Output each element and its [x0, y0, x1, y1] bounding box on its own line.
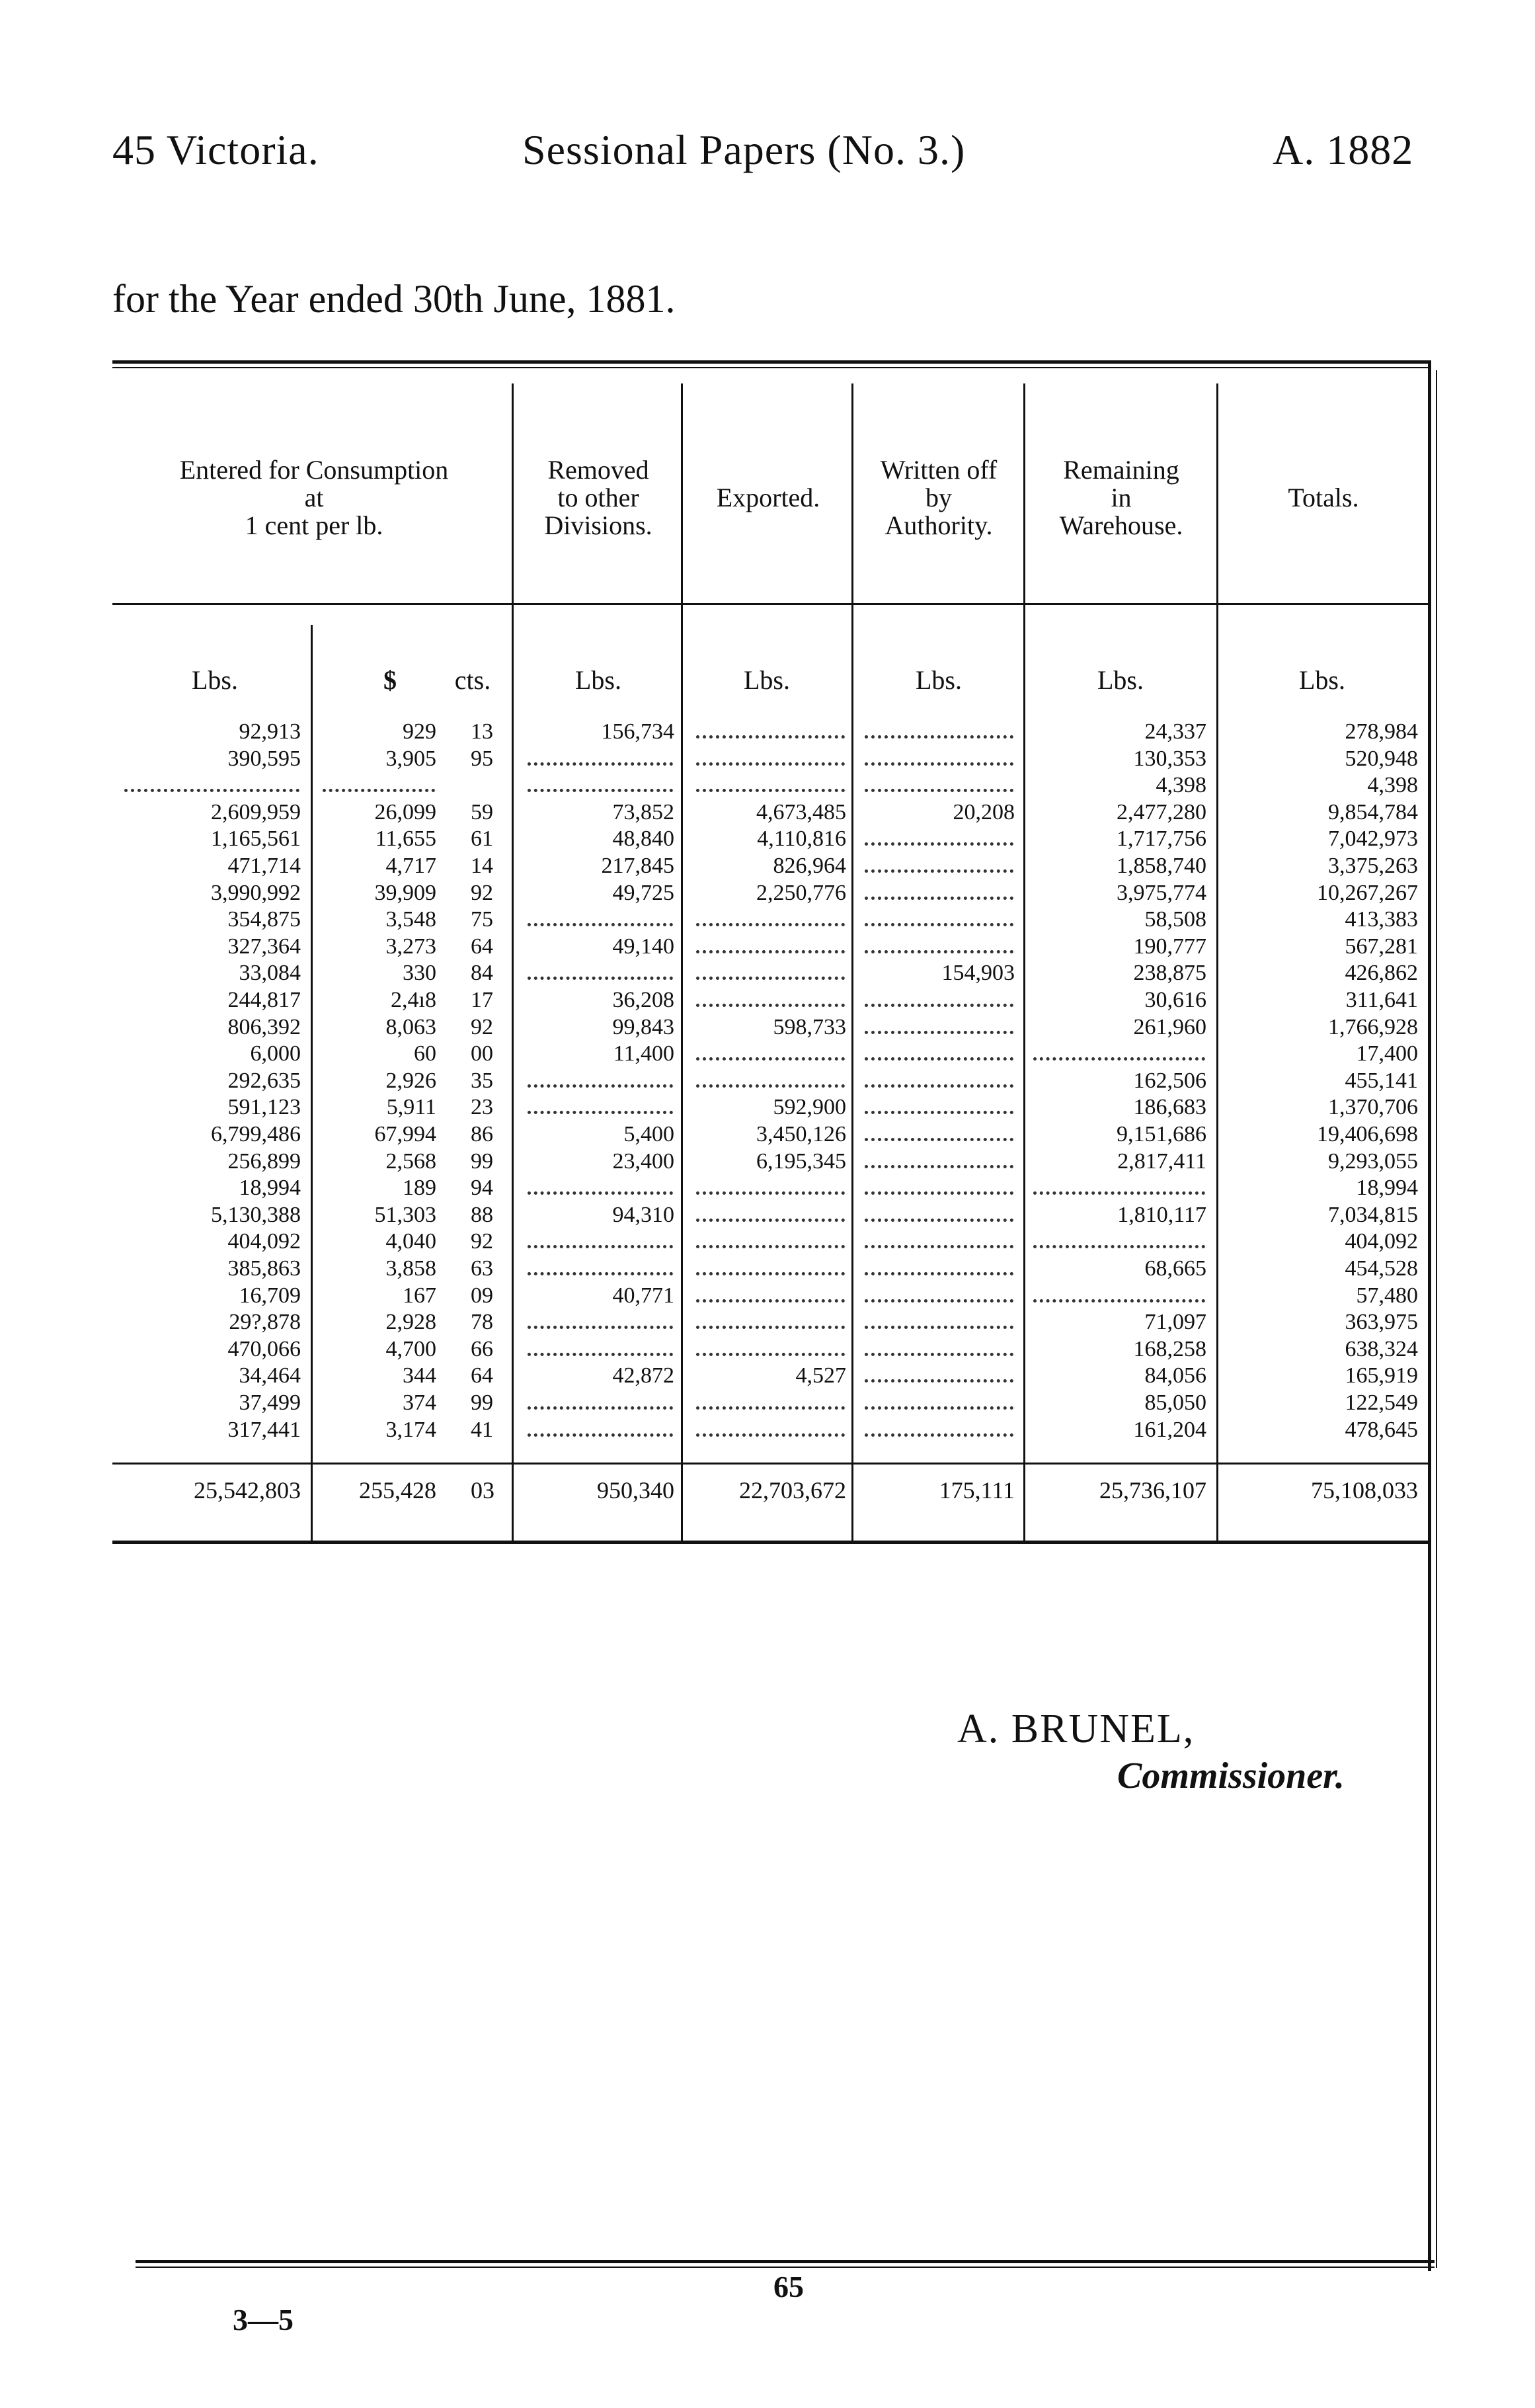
- subcol-divider: [311, 625, 313, 1541]
- cell-total: 17,400: [1356, 1041, 1418, 1066]
- cell-remaining: 30,616: [1144, 988, 1206, 1012]
- cell-dol: 8,063: [385, 1015, 436, 1039]
- cell-total: 7,034,815: [1328, 1203, 1418, 1227]
- cell-total: 413,383: [1345, 907, 1418, 932]
- leader-dots: [528, 1175, 673, 1201]
- cell-dol: 167: [403, 1283, 436, 1308]
- leader-dots: [696, 719, 845, 745]
- cell-cts: 09: [471, 1283, 493, 1308]
- leader-dots: [696, 746, 845, 772]
- cell-lbs: 256,899: [227, 1149, 301, 1174]
- leader-dots: [865, 1041, 1013, 1067]
- cell-remaining: 162,506: [1133, 1068, 1206, 1093]
- cell-total: 278,984: [1345, 719, 1418, 744]
- cell-lbs: 354,875: [227, 907, 301, 932]
- cell-cts: 14: [471, 854, 493, 878]
- cell-total: 567,281: [1345, 934, 1418, 959]
- page-subtitle: for the Year ended 30th June, 1881.: [112, 277, 676, 321]
- leader-dots: [696, 1068, 845, 1094]
- leader-dots: [528, 1068, 673, 1094]
- leader-dots: [528, 1309, 673, 1336]
- leader-dots: [865, 1202, 1013, 1228]
- leader-dots: [696, 934, 845, 960]
- cell-dol: 3,548: [385, 907, 436, 932]
- cell-dol: 67,994: [374, 1122, 436, 1146]
- unit-dollars: $: [383, 665, 397, 695]
- unit-lbs: Lbs.: [192, 665, 238, 695]
- leader-dots: [528, 906, 673, 933]
- leader-dots: [528, 1336, 673, 1363]
- cell-remaining: 1,858,740: [1117, 854, 1206, 878]
- total-written: 175,111: [939, 1477, 1015, 1504]
- total-remaining: 25,736,107: [1099, 1477, 1206, 1504]
- cell-dol: 5,911: [386, 1095, 436, 1119]
- cell-dol: 4,700: [385, 1337, 436, 1361]
- leader-dots: [323, 772, 435, 799]
- leader-dots: [865, 1417, 1013, 1443]
- col-divider: [512, 383, 514, 1541]
- cell-cts: 84: [471, 961, 493, 985]
- signature-name: A. BRUNEL,: [957, 1706, 1195, 1751]
- cell-total: 165,919: [1345, 1363, 1418, 1388]
- cell-total: 455,141: [1345, 1068, 1418, 1093]
- cell-dol: 2,568: [385, 1149, 436, 1174]
- table-top-rule-thin: [112, 367, 1428, 368]
- cell-removed: 40,771: [612, 1283, 674, 1308]
- footer-rule: [136, 2260, 1435, 2263]
- leader-dots: [865, 1336, 1013, 1363]
- leader-dots: [696, 1228, 845, 1255]
- total-lbs: 25,542,803: [194, 1477, 301, 1504]
- cell-cts: 41: [471, 1418, 493, 1442]
- cell-lbs: 5,130,388: [211, 1203, 301, 1227]
- cell-remaining: 161,204: [1133, 1418, 1206, 1442]
- cell-cts: 00: [471, 1041, 493, 1066]
- leader-dots: [865, 906, 1013, 933]
- leader-dots: [696, 1336, 845, 1363]
- cell-total: 19,406,698: [1317, 1122, 1418, 1146]
- cell-removed: 11,400: [613, 1041, 674, 1066]
- unit-lbs: Lbs.: [916, 665, 962, 695]
- cell-remaining: 186,683: [1133, 1095, 1206, 1119]
- cell-removed: 156,734: [601, 719, 674, 744]
- cell-removed: 48,840: [612, 826, 674, 851]
- cell-total: 57,480: [1356, 1283, 1418, 1308]
- cell-exported: 4,673,485: [756, 800, 846, 824]
- cell-dol: 11,655: [375, 826, 436, 851]
- leader-dots: [528, 1256, 673, 1282]
- cell-total: 9,293,055: [1328, 1149, 1418, 1174]
- leader-dots: [528, 772, 673, 799]
- header-center: Sessional Papers (No. 3.): [522, 126, 966, 173]
- cell-total: 363,975: [1345, 1310, 1418, 1334]
- leader-dots: [865, 1068, 1013, 1094]
- cell-remaining: 4,398: [1156, 773, 1206, 797]
- sheet-number: 3—5: [233, 2303, 294, 2337]
- cell-cts: 75: [471, 907, 493, 932]
- leader-dots: [865, 880, 1013, 906]
- cell-lbs: 591,123: [227, 1095, 301, 1119]
- cell-total: 638,324: [1345, 1337, 1418, 1361]
- cell-lbs: 327,364: [227, 934, 301, 959]
- cell-cts: 99: [471, 1149, 493, 1174]
- cell-removed: 23,400: [612, 1149, 674, 1174]
- cell-lbs: 3,990,992: [211, 881, 301, 905]
- cell-exported: 6,195,345: [756, 1149, 846, 1174]
- cell-lbs: 390,595: [227, 746, 301, 771]
- cell-removed: 99,843: [612, 1015, 674, 1039]
- leader-dots: [696, 1417, 845, 1443]
- leader-dots: [528, 746, 673, 772]
- cell-written: 20,208: [953, 800, 1015, 824]
- leader-dots: [1033, 1041, 1205, 1067]
- cell-lbs: 6,799,486: [211, 1122, 301, 1146]
- col-header-remaining: Remaining in Warehouse.: [1059, 455, 1183, 540]
- cell-total: 122,549: [1345, 1390, 1418, 1415]
- cell-cts: 88: [471, 1203, 493, 1227]
- cell-cts: 64: [471, 934, 493, 959]
- cell-lbs: 470,066: [227, 1337, 301, 1361]
- cell-dol: 39,909: [374, 881, 436, 905]
- col-divider: [681, 383, 683, 1541]
- cell-cts: 23: [471, 1095, 493, 1119]
- cell-cts: 59: [471, 800, 493, 824]
- total-exported: 22,703,672: [739, 1477, 846, 1504]
- cell-remaining: 2,477,280: [1117, 800, 1206, 824]
- cell-cts: 17: [471, 988, 493, 1012]
- cell-total: 18,994: [1356, 1176, 1418, 1200]
- cell-remaining: 1,717,756: [1117, 826, 1206, 851]
- leader-dots: [865, 1148, 1013, 1175]
- leader-dots: [696, 906, 845, 933]
- cell-lbs: 6,000: [250, 1041, 301, 1066]
- cell-dol: 4,717: [385, 854, 436, 878]
- leader-dots: [696, 1256, 845, 1282]
- table-bottom-rule: [112, 1541, 1428, 1544]
- leader-dots: [865, 1283, 1013, 1309]
- cell-dol: 3,858: [385, 1256, 436, 1281]
- cell-lbs: 317,441: [227, 1418, 301, 1442]
- leader-dots: [1033, 1228, 1205, 1255]
- cell-cts: 95: [471, 746, 493, 771]
- cell-lbs: 292,635: [227, 1068, 301, 1093]
- cell-cts: 86: [471, 1122, 493, 1146]
- cell-dol: 929: [403, 719, 436, 744]
- cell-removed: 73,852: [612, 800, 674, 824]
- footer-rule-thin: [136, 2267, 1435, 2268]
- leader-dots: [528, 1417, 673, 1443]
- cell-total: 426,862: [1345, 961, 1418, 985]
- cell-lbs: 29?,878: [229, 1310, 301, 1334]
- cell-removed: 49,140: [612, 934, 674, 959]
- cell-dol: 374: [403, 1390, 436, 1415]
- cell-total: 478,645: [1345, 1418, 1418, 1442]
- cell-remaining: 71,097: [1144, 1310, 1206, 1334]
- cell-remaining: 168,258: [1133, 1337, 1206, 1361]
- cell-dol: 60: [414, 1041, 436, 1066]
- col-header-written: Written off by Authority.: [880, 455, 998, 540]
- leader-dots: [865, 1256, 1013, 1282]
- leader-dots: [865, 1014, 1013, 1041]
- cell-lbs: 18,994: [239, 1176, 301, 1200]
- header-bottom-rule: [112, 603, 1428, 605]
- leader-dots: [865, 719, 1013, 745]
- col-divider: [851, 383, 853, 1541]
- leader-dots: [865, 1121, 1013, 1148]
- cell-remaining: 85,050: [1144, 1390, 1206, 1415]
- leader-dots: [696, 1390, 845, 1416]
- leader-dots: [865, 1228, 1013, 1255]
- cell-exported: 2,250,776: [756, 881, 846, 905]
- cell-cts: 78: [471, 1310, 493, 1334]
- leader-dots: [865, 1175, 1013, 1201]
- cell-cts: 99: [471, 1390, 493, 1415]
- cell-total: 3,375,263: [1328, 854, 1418, 878]
- col-header-consumption: Entered for Consumption at 1 cent per lb.: [179, 455, 449, 540]
- cell-exported: 4,527: [795, 1363, 846, 1388]
- cell-exported: 598,733: [773, 1015, 846, 1039]
- leader-dots: [865, 934, 1013, 960]
- cell-lbs: 16,709: [239, 1283, 301, 1308]
- cell-total: 1,766,928: [1328, 1015, 1418, 1039]
- col-header-removed: Removed to other Divisions.: [544, 455, 652, 540]
- total-dollars: 255,428: [359, 1477, 436, 1504]
- cell-dol: 2,928: [385, 1310, 436, 1334]
- cell-cts: 64: [471, 1363, 493, 1388]
- leader-dots: [696, 772, 845, 799]
- leader-dots: [696, 1283, 845, 1309]
- cell-remaining: 84,056: [1144, 1363, 1206, 1388]
- leader-dots: [865, 772, 1013, 799]
- leader-dots: [865, 987, 1013, 1014]
- cell-lbs: 244,817: [227, 988, 301, 1012]
- cell-remaining: 58,508: [1144, 907, 1206, 932]
- cell-dol: 51,303: [374, 1203, 436, 1227]
- cell-lbs: 34,464: [239, 1363, 301, 1388]
- cell-total: 311,641: [1345, 988, 1418, 1012]
- cell-total: 520,948: [1345, 746, 1418, 771]
- leader-dots: [696, 1309, 845, 1336]
- cell-cts: 94: [471, 1176, 493, 1200]
- leader-dots: [865, 1363, 1013, 1389]
- cell-cts: 35: [471, 1068, 493, 1093]
- cell-remaining: 190,777: [1133, 934, 1206, 959]
- cell-total: 404,092: [1345, 1229, 1418, 1254]
- cell-removed: 5,400: [623, 1122, 674, 1146]
- header-left: 45 Victoria.: [112, 126, 319, 173]
- page-right-border: [1428, 360, 1431, 2271]
- cell-remaining: 2,817,411: [1117, 1149, 1206, 1174]
- body-bottom-rule: [112, 1463, 1428, 1465]
- unit-cents: cts.: [454, 665, 491, 695]
- total-removed: 950,340: [597, 1477, 674, 1504]
- leader-dots: [696, 1041, 845, 1067]
- leader-dots: [124, 772, 299, 799]
- cell-cts: 13: [471, 719, 493, 744]
- cell-cts: 92: [471, 881, 493, 905]
- unit-lbs: Lbs.: [1299, 665, 1345, 695]
- leader-dots: [1033, 1283, 1205, 1309]
- cell-lbs: 33,084: [239, 961, 301, 985]
- leader-dots: [528, 1390, 673, 1416]
- cell-total: 454,528: [1345, 1256, 1418, 1281]
- cell-cts: 92: [471, 1015, 493, 1039]
- cell-dol: 3,273: [385, 934, 436, 959]
- cell-dol: 26,099: [374, 800, 436, 824]
- cell-dol: 3,905: [385, 746, 436, 771]
- col-divider: [1216, 383, 1218, 1541]
- cell-dol: 3,174: [385, 1418, 436, 1442]
- cell-remaining: 238,875: [1133, 961, 1206, 985]
- leader-dots: [865, 1094, 1013, 1121]
- cell-removed: 49,725: [612, 881, 674, 905]
- col-header-exported: Exported.: [716, 483, 820, 512]
- cell-total: 4,398: [1367, 773, 1418, 797]
- cell-dol: 330: [403, 961, 436, 985]
- unit-lbs: Lbs.: [575, 665, 621, 695]
- leader-dots: [528, 1228, 673, 1255]
- leader-dots: [528, 960, 673, 986]
- unit-lbs: Lbs.: [1097, 665, 1144, 695]
- leader-dots: [865, 826, 1013, 852]
- col-header-totals: Totals.: [1288, 483, 1359, 512]
- unit-lbs: Lbs.: [744, 665, 790, 695]
- table-top-rule: [112, 360, 1428, 364]
- cell-dol: 189: [403, 1176, 436, 1200]
- cell-remaining: 1,810,117: [1117, 1203, 1206, 1227]
- col-divider: [1023, 383, 1025, 1541]
- cell-written: 154,903: [941, 961, 1015, 985]
- cell-lbs: 806,392: [227, 1015, 301, 1039]
- cell-total: 7,042,973: [1328, 826, 1418, 851]
- leader-dots: [1033, 1175, 1205, 1201]
- cell-lbs: 1,165,561: [211, 826, 301, 851]
- cell-cts: 61: [471, 826, 493, 851]
- cell-removed: 94,310: [612, 1203, 674, 1227]
- cell-total: 9,854,784: [1328, 800, 1418, 824]
- cell-lbs: 404,092: [227, 1229, 301, 1254]
- leader-dots: [865, 853, 1013, 879]
- cell-exported: 4,110,816: [757, 826, 846, 851]
- cell-cts: 66: [471, 1337, 493, 1361]
- cell-remaining: 9,151,686: [1117, 1122, 1206, 1146]
- cell-lbs: 37,499: [239, 1390, 301, 1415]
- leader-dots: [696, 987, 845, 1014]
- leader-dots: [696, 1202, 845, 1228]
- cell-dol: 344: [403, 1363, 436, 1388]
- cell-lbs: 2,609,959: [211, 800, 301, 824]
- cell-cts: 92: [471, 1229, 493, 1254]
- cell-lbs: 385,863: [227, 1256, 301, 1281]
- cell-cts: 63: [471, 1256, 493, 1281]
- leader-dots: [528, 1094, 673, 1121]
- leader-dots: [696, 960, 845, 986]
- cell-remaining: 68,665: [1144, 1256, 1206, 1281]
- cell-lbs: 471,714: [227, 854, 301, 878]
- cell-remaining: 130,353: [1133, 746, 1206, 771]
- total-totals: 75,108,033: [1311, 1477, 1418, 1504]
- leader-dots: [865, 1309, 1013, 1336]
- cell-dol: 2,926: [385, 1068, 436, 1093]
- cell-lbs: 92,913: [239, 719, 301, 744]
- cell-removed: 217,845: [601, 854, 674, 878]
- cell-exported: 592,900: [773, 1095, 846, 1119]
- cell-total: 1,370,706: [1328, 1095, 1418, 1119]
- signature-title: Commissioner.: [1117, 1755, 1345, 1796]
- cell-dol: 4,040: [385, 1229, 436, 1254]
- cell-total: 10,267,267: [1317, 881, 1418, 905]
- leader-dots: [865, 746, 1013, 772]
- cell-removed: 42,872: [612, 1363, 674, 1388]
- page-right-border-thin: [1436, 370, 1437, 2268]
- cell-remaining: 261,960: [1133, 1015, 1206, 1039]
- cell-exported: 3,450,126: [756, 1122, 846, 1146]
- leader-dots: [865, 1390, 1013, 1416]
- cell-removed: 36,208: [612, 988, 674, 1012]
- total-cents: 03: [471, 1477, 494, 1504]
- leader-dots: [696, 1175, 845, 1201]
- page-number: 65: [773, 2270, 804, 2304]
- cell-dol: 2,4ı8: [391, 988, 436, 1012]
- header-right: A. 1882: [1273, 126, 1414, 173]
- cell-exported: 826,964: [773, 854, 846, 878]
- cell-remaining: 3,975,774: [1117, 881, 1206, 905]
- cell-remaining: 24,337: [1144, 719, 1206, 744]
